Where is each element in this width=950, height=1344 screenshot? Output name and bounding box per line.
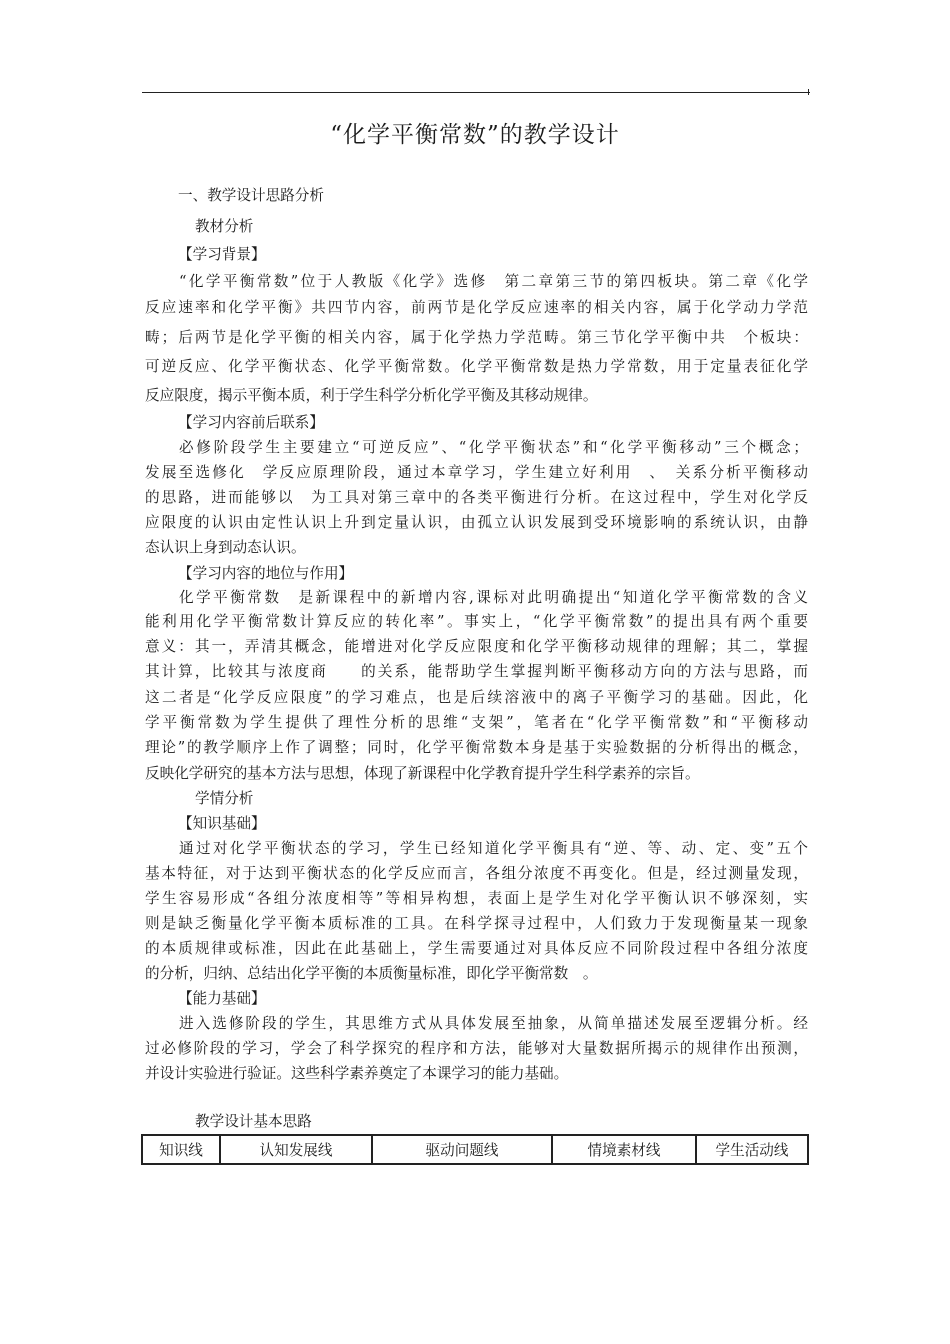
heading-background: 【学习背景】 — [178, 246, 266, 263]
paragraph-line: 能利用化学平衡常数计算反应的转化率”。事实上，“化学平衡常数”的提出具有两个重要 — [145, 613, 808, 630]
paragraph-line: 反映化学研究的基本方法与思想，体现了新课程中化学教育提升学生科学素养的宗旨。 — [145, 765, 700, 782]
section-heading: 一、教学设计思路分析 — [178, 187, 324, 204]
heading-relation: 【学习内容前后联系】 — [178, 414, 324, 431]
paragraph-line: 态认识上身到动态认识。 — [145, 539, 306, 556]
header-rule — [142, 92, 810, 93]
paragraph-line: 反应限度，揭示平衡本质，利于学生科学分析化学平衡及其移动规律。 — [145, 387, 598, 404]
table-header-cell: 知识线 — [142, 1135, 220, 1164]
table-header-cell: 驱动问题线 — [372, 1135, 552, 1164]
paragraph-line: 学平衡常数为学生提供了理性分析的思维“支架”，笔者在“化学平衡常数”和“平衡移动 — [145, 714, 808, 731]
heading-position: 【学习内容的地位与作用】 — [178, 565, 354, 582]
table-header-row — [142, 1135, 808, 1164]
table-header-cell: 情境素材线 — [552, 1135, 696, 1164]
table-header-cell: 学生活动线 — [696, 1135, 808, 1164]
header-rule-tick — [808, 89, 809, 95]
paragraph-line: 必修阶段学生主要建立“可逆反应”、“化学平衡状态”和“化学平衡移动”三个概念； — [179, 439, 808, 456]
heading-ability: 【能力基础】 — [178, 990, 266, 1007]
page-title: “化学平衡常数”的教学设计 — [330, 122, 620, 148]
paragraph-line: 反应速率和化学平衡》共四节内容，前两节是化学反应速率的相关内容，属于化学动力学范 — [145, 299, 808, 316]
paragraph-line: 这二者是“化学反应限度”的学习难点，也是后续溶液中的离子平衡学习的基础。因此，化 — [145, 689, 808, 706]
paragraph-line: 畴；后两节是化学平衡的相关内容，属于化学热力学范畴。第三节化学平衡中共 个板块： — [145, 329, 808, 346]
paragraph-line: 应限度的认识由定性认识上升到定量认识，由孤立认识发展到受环境影响的系统认识，由静 — [145, 514, 808, 531]
subsection-textbook: 教材分析 — [195, 218, 254, 235]
paragraph-line: 的本质规律或标准，因此在此基础上，学生需要通过对具体反应不同阶段过程中各组分浓度 — [145, 940, 808, 957]
paragraph-line: 基本特征，对于达到平衡状态的化学反应而言，各组分浓度不再变化。但是，经过测量发现， — [145, 865, 808, 882]
paragraph-line: 学生容易形成“各组分浓度相等”等相异构想，表面上是学生对化学平衡认识不够深刻，实 — [145, 890, 808, 907]
paragraph-line: 的思路，进而能够以 为工具对第三章中的各类平衡进行分析。在这过程中，学生对化学反 — [145, 489, 808, 506]
subsection-learner: 学情分析 — [195, 790, 254, 807]
table-header-cell: 认知发展线 — [220, 1135, 372, 1164]
paragraph-line: 意义：其一，弄清其概念，能增进对化学反应限度和化学平衡移动规律的理解；其二，掌握 — [145, 638, 808, 655]
paragraph-line: 并设计实验进行验证。这些科学素养奠定了本课学习的能力基础。 — [145, 1065, 569, 1082]
paragraph-line: 其计算，比较其与浓度商 的关系，能帮助学生掌握判断平衡移动方向的方法与思路，而 — [145, 663, 808, 680]
paragraph-line: 则是缺乏衡量化学平衡本质标准的工具。在科学探寻过程中，人们致力于发现衡量某一现象 — [145, 915, 808, 932]
paragraph-line: 的分析，归纳、总结出化学平衡的本质衡量标准，即化学平衡常数 。 — [145, 965, 598, 982]
paragraph-line: “化学平衡常数”位于人教版《化学》选修 第二章第三节的第四板块。第二章《化学 — [179, 273, 808, 290]
heading-knowledge: 【知识基础】 — [178, 815, 266, 832]
subsection-plan: 教学设计基本思路 — [195, 1113, 312, 1130]
paragraph-line: 进入选修阶段的学生，其思维方式从具体发展至抽象，从简单描述发展至逻辑分析。经 — [179, 1015, 808, 1032]
design-table — [141, 1134, 809, 1165]
paragraph-line: 可逆反应、化学平衡状态、化学平衡常数。化学平衡常数是热力学常数，用于定量表征化学 — [145, 358, 808, 375]
paragraph-line: 发展至选修化 学反应原理阶段，通过本章学习，学生建立好利用 、 关系分析平衡移动 — [145, 464, 808, 481]
paragraph-line: 过必修阶段的学习，学会了科学探究的程序和方法，能够对大量数据所揭示的规律作出预测， — [145, 1040, 808, 1057]
paragraph-line: 化学平衡常数 是新课程中的新增内容,课标对此明确提出“知道化学平衡常数的含义 — [179, 589, 808, 606]
paragraph-line: 理论”的教学顺序上作了调整；同时，化学平衡常数本身是基于实验数据的分析得出的概念， — [145, 739, 808, 756]
paragraph-line: 通过对化学平衡状态的学习，学生已经知道化学平衡具有“逆、等、动、定、变”五个 — [179, 840, 808, 857]
